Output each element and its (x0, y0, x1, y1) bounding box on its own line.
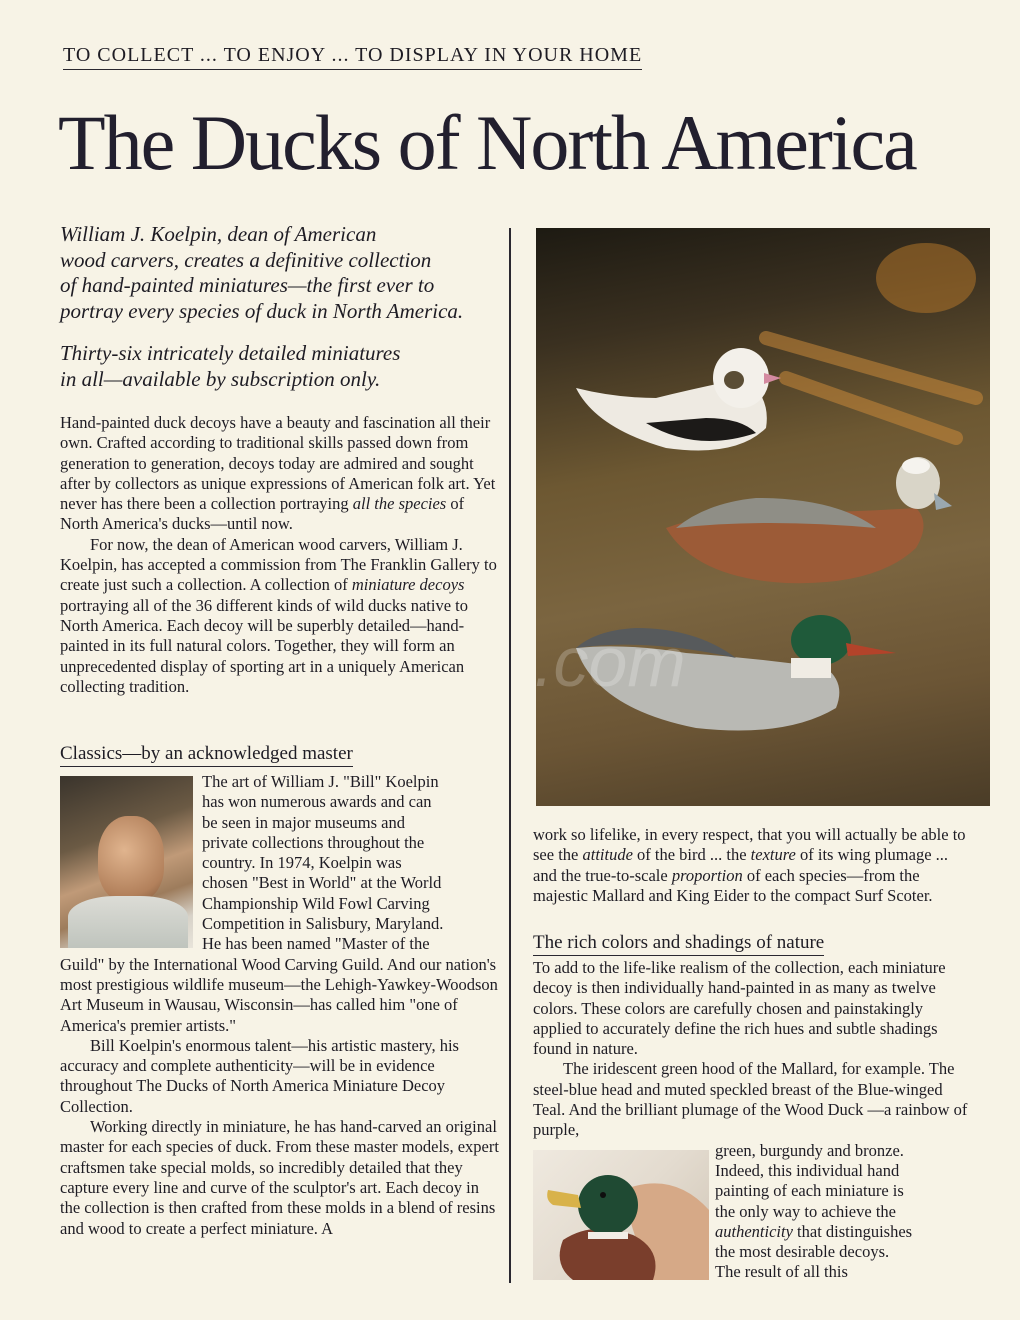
decoy-ducks-photo (536, 228, 990, 806)
colors-paragraph-2: The iridescent green hood of the Mallard, for example. The steel-blue head and muted speckled breast of the Blue-winged Teal. And the brilliant plumage of the Wood Duck —a rainbow of purple, (533, 1059, 968, 1140)
section-heading-classics: Classics—by an acknowledged master (60, 743, 353, 767)
page-title: The Ducks of North America (58, 99, 916, 186)
colors-line: the only way to achieve the (715, 1201, 896, 1221)
colors-line: painting of each miniature is (715, 1181, 904, 1201)
bio-line: He has been named "Master of the (202, 934, 430, 954)
mallard-painting-photo (533, 1150, 709, 1280)
bio-line: Competition in Salisbury, Maryland. (202, 914, 444, 934)
colors-wrapped-lines (715, 1141, 973, 1283)
lead-sub-line: Thirty-six intricately detailed miniatures (60, 341, 401, 365)
column-divider (509, 228, 511, 1283)
colors-line: the most desirable decoys. (715, 1242, 890, 1262)
emphasis: miniature decoys (351, 575, 465, 595)
intro-paragraph-1 (60, 413, 500, 535)
bio-line: Championship Wild Fowl Carving (202, 893, 430, 913)
lead-sub-line: in all—available by subscription only. (60, 366, 381, 391)
text-run: that distinguishes (792, 1221, 913, 1241)
bio-text (60, 772, 500, 1239)
text-run: portraying all of the 36 different kinds of wild ducks native to North America. Each decoy will be superbly detailed—hand-painted in its full natural colors. Together, they will form an unprecedented display of sporting art in a uniquely American collecting tradition. (60, 595, 468, 696)
bio-wrapped-lines (202, 772, 500, 955)
emphasis: proportion (671, 865, 743, 885)
bio-line: has won numerous awards and can (202, 792, 432, 812)
text-run: Hand-painted duck decoys have a beauty and fascination all their own. Crafted according to traditional skills passed down from generation to generation, decoys today are admired and sought after by collectors as unique expressions of American folk art. Yet never has there been a collection portraying (60, 413, 496, 514)
bio-paragraph-rest: Guild" by the International Wood Carving Guild. And our nation's most prestigious wildlife museum—the Lehigh-Yawkey-Woodson Art Museum in Wausau, Wisconsin—has called him "one of America's premier artists." (60, 954, 498, 1035)
continuation-paragraph (533, 825, 973, 906)
bio-paragraph-2: Bill Koelpin's enormous talent—his artistic mastery, his accuracy and complete authenticity—will be in evidence throughout The Ducks of North America Miniature Decoy Collection. (60, 1035, 459, 1116)
bio-line: chosen "Best in World" at the World (202, 873, 442, 893)
text-run: of the bird ... the (632, 845, 751, 865)
colors-line: The result of all this (715, 1262, 848, 1282)
emphasis: all the species (352, 494, 447, 514)
mallard-illustration (533, 1150, 709, 1280)
intro-paragraph-2 (60, 535, 500, 697)
right-column-continuation (533, 825, 973, 906)
bio-paragraph-3: Working directly in miniature, he has hand-carved an original master for each species of duck. From these master models, expert craftsmen take special molds, so incredibly detailed that they capture every line and curve of the sculptor's art. Each decoy in the collection is then crafted from these molds in a blend of resins and wood to create a perfect miniature. A (60, 1117, 499, 1238)
colors-line: green, burgundy and bronze. (715, 1140, 904, 1160)
colors-paragraph-1: To add to the life-like realism of the collection, each miniature decoy is then individually hand-painted in as many as twelve colors. These colors are carefully chosen and painstakingly applied to accurately define the rich hues and subtle shadings found in nature. (533, 958, 946, 1059)
emphasis: attitude (582, 845, 633, 865)
text-run: work so lifelike, in every respect, that you will actually be able to see the (533, 825, 966, 865)
colors-line: Indeed, this individual hand (715, 1160, 900, 1180)
emphasis: texture (750, 845, 796, 865)
bio-line: The art of William J. "Bill" Koelpin (202, 772, 439, 791)
lead-paragraph (60, 222, 500, 324)
lead-line: portray every species of duck in North America. (60, 298, 464, 323)
text-run: of each species—from the majestic Mallard and King Eider to the compact Surf Scoter. (533, 865, 933, 905)
text-run: For now, the dean of American wood carvers, William J. Koelpin, has accepted a commission from The Franklin Gallery to create just such a collection. A collection of (60, 534, 497, 595)
section-heading-colors: The rich colors and shadings of nature (533, 932, 824, 956)
bio-line: private collections throughout the (202, 832, 425, 852)
lead-subhead (60, 341, 500, 392)
bio-line: country. In 1974, Koelpin was (202, 853, 402, 873)
bio-line: be seen in major museums and (202, 812, 405, 832)
text-run: of North America's ducks—until now. (60, 494, 465, 534)
lead-line: wood carvers, creates a definitive collection (60, 247, 432, 272)
intro-text (60, 413, 500, 697)
colors-line (715, 1222, 973, 1242)
kicker-line: TO COLLECT ... TO ENJOY ... TO DISPLAY IN YOUR HOME (63, 44, 642, 70)
watermark-text: .com (534, 623, 686, 701)
text-run: of its wing plumage ... and the true-to-scale (533, 845, 949, 885)
emphasis: authenticity (715, 1221, 793, 1241)
lead-line: William J. Koelpin, dean of American (60, 222, 377, 246)
lead-line: of hand-painted miniatures—the first ever to (60, 273, 435, 297)
decoy-illustration (536, 228, 990, 806)
